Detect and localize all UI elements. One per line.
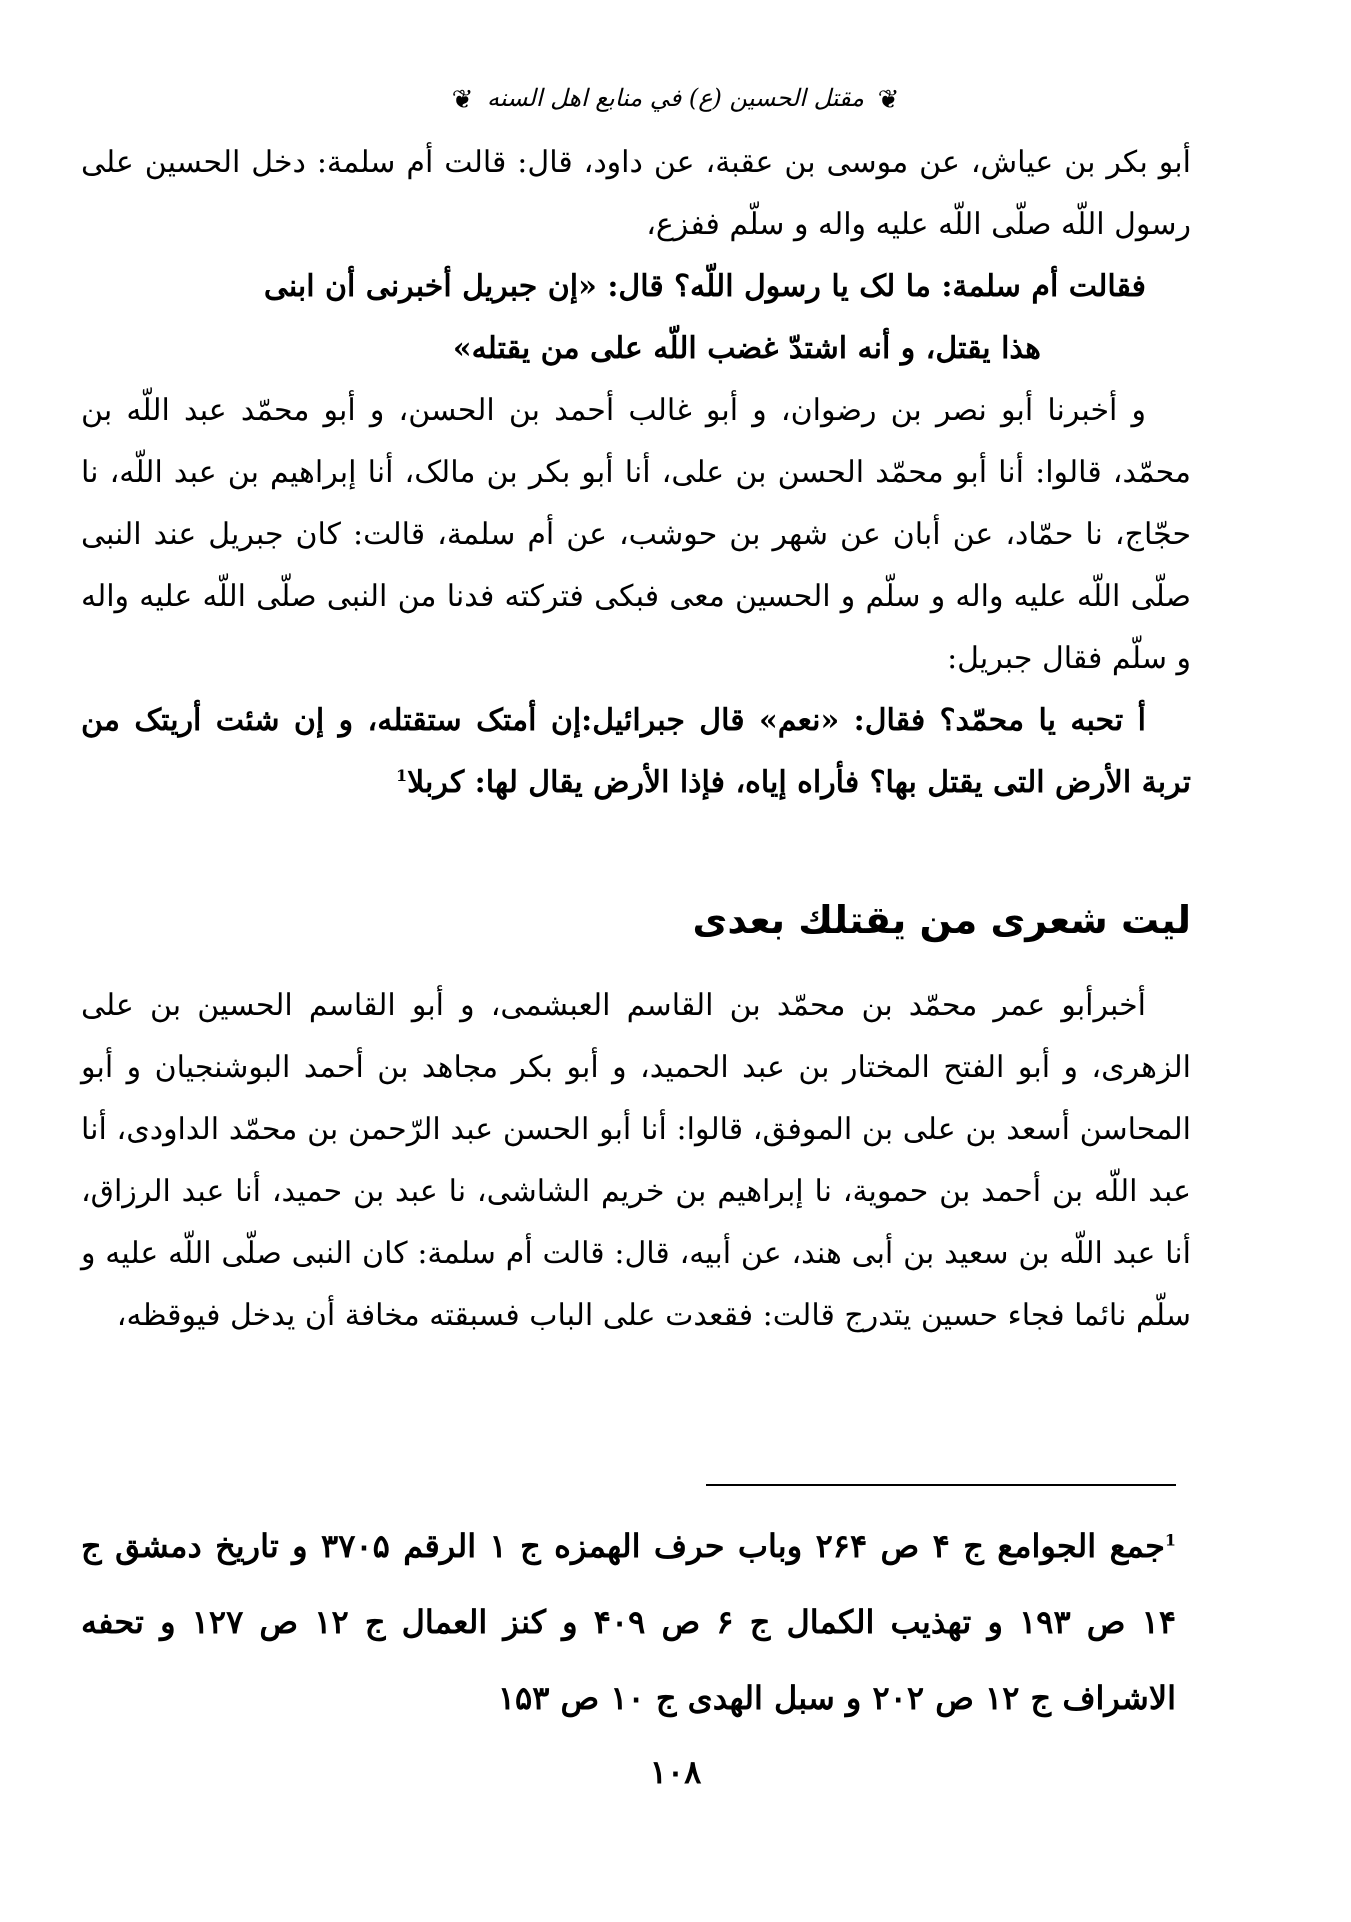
header-ornament-right: ❦ — [877, 84, 900, 115]
footnote-body — [81, 1508, 1176, 1736]
footnote — [81, 1508, 1176, 1736]
header-ornament-left: ❦ — [451, 84, 474, 115]
header-title: مقتل الحسين (ع) في منابع اهل السنه — [487, 84, 864, 112]
section-2-text — [81, 975, 1191, 1347]
footnote-marker: 1 — [1164, 1530, 1177, 1550]
paragraph-quote-line-2: هذا يقتل، و أنه اشتدّ غضب اللّه على من يقتله» — [452, 331, 1041, 366]
paragraph-jibril-text: أ تحبه يا محمّد؟ فقال: «نعم» قال جبرائيل:إن أمتک ستقتله، و إن شئت أريتک من تربة الأرض التى يقتل بها؟ فأراه إياه، فإذا الأرض يقال لها: كربلا — [81, 703, 1191, 800]
running-header — [0, 78, 1351, 120]
paragraph-section-2: أخبرأبو عمر محمّد بن محمّد بن القاسم العبشمى، و أبو القاسم الحسين بن على الزهرى، و أبو الفتح المختار بن عبد الحميد، و أبو بكر مجاهد بن أحمد البوشنجيان و أبو المحاسن أسعد بن على بن الموفق، قالوا: أنا أبو الحسن عبد الرّحمن بن محمّد الداودى، أنا عبد اللّه بن أحمد بن حموية، نا إبراهيم بن خريم الشاشى، نا عبد بن حميد، أنا عبد الرزاق، أنا عبد اللّه بن سعيد بن أبى هند، عن أبيه، قال: قالت أم سلمة: كان النبى صلّى اللّه عليه و سلّم نائما فجاء حسين يتدرج قالت: فقعدت على الباب فسبقته مخافة أن يدخل فيوقظه، — [81, 988, 1191, 1333]
paragraph-narration-chain: أبو بكر بن عياش، عن موسى بن عقبة، عن داود، قال: قالت أم سلمة: دخل الحسين على رسول اللّه صلّى اللّه عليه واله و سلّم ففزع، — [81, 145, 1191, 242]
page-number: ۱۰۸ — [649, 1753, 702, 1791]
paragraph-jibril-dialogue — [81, 690, 1191, 814]
footnote-divider — [706, 1484, 1176, 1486]
paragraph-quote-line-1: فقالت أم سلمة: ما لک يا رسول اللّه؟ قال: «إن جبريل أخبرنى أن ابنى — [263, 269, 1146, 304]
footnote-text: جمع الجوامع ج ۴ ص ۲۶۴ وباب حرف الهمزه ج ۱ الرقم ۳۷۰۵ و تاريخ دمشق ج ۱۴ ص ۱۹۳ و تهذيب الكمال ج ۶ ص ۴۰۹ و كنز العمال ج ۱۲ ص ۱۲۷ و تحفه الاشراف ج ۱۲ ص ۲۰۲ و سبل الهدى ج ۱۰ ص ۱۵۳ — [81, 1527, 1177, 1717]
footnote-reference: 1 — [396, 766, 408, 785]
paragraph-second-narration: و أخبرنا أبو نصر بن رضوان، و أبو غالب أحمد بن الحسن، و أبو محمّد عبد اللّه بن محمّد، قالوا: أنا أبو محمّد الحسن بن على، أنا أبو بكر بن مالک، أنا إبراهيم بن عبد اللّه، نا حجّاج، نا حمّاد، عن أبان عن شهر بن حوشب، عن أم سلمة، قالت: كان جبريل عند النبى صلّى اللّه عليه واله و سلّم و الحسين معى فبكى فتركته فدنا من النبى صلّى اللّه عليه واله و سلّم فقال جبريل: — [81, 393, 1191, 676]
section-1-text — [81, 132, 1191, 814]
section-heading: ليت شعرى من يقتلك بعدى — [692, 898, 1191, 942]
